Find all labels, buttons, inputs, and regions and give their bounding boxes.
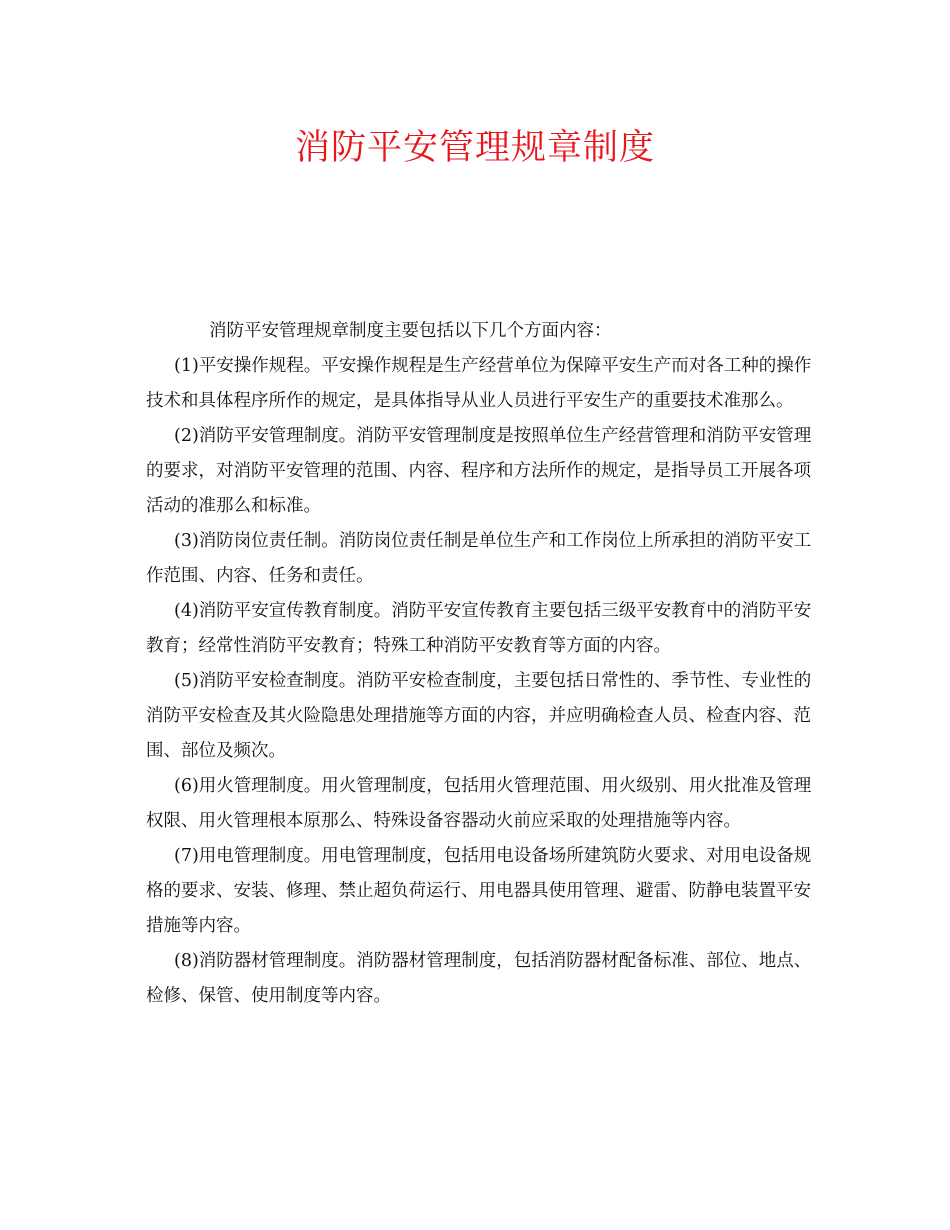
item-4-safety-education: (4)消防平安宣传教育制度。消防平安宣传教育主要包括三级平安教育中的消防平安教育；经常性消防平安教育；特殊工种消防平安教育等方面的内容。 <box>146 601 812 656</box>
item-3-post-responsibility: (3)消防岗位责任制。消防岗位责任制是单位生产和工作岗位上所承担的消防平安工作范围、内容、任务和责任。 <box>146 531 812 586</box>
item-1-safety-operation-rules: (1)平安操作规程。平安操作规程是生产经营单位为保障平安生产而对各工种的操作技术和具体程序所作的规定，是具体指导从业人员进行平安生产的重要技术准那么。 <box>146 356 812 411</box>
item-7-electricity-management: (7)用电管理制度。用电管理制度，包括用电设备场所建筑防火要求、对用电设备规格的要求、安装、修理、禁止超负荷运行、用电器具使用管理、避雷、防静电装置平安措施等内容。 <box>146 846 812 936</box>
item-6-fire-use-management: (6)用火管理制度。用火管理制度，包括用火管理范围、用火级别、用火批准及管理权限、用火管理根本原那么、特殊设备容器动火前应采取的处理措施等内容。 <box>146 776 812 831</box>
item-2-fire-safety-management: (2)消防平安管理制度。消防平安管理制度是按照单位生产经营管理和消防平安管理的要求，对消防平安管理的范围、内容、程序和方法所作的规定，是指导员工开展各项活动的准那么和标准。 <box>146 426 812 516</box>
item-5-safety-inspection: (5)消防平安检查制度。消防平安检查制度，主要包括日常性的、季节性、专业性的消防平安检查及其火险隐患处理措施等方面的内容，并应明确检查人员、检查内容、范围、部位及频次。 <box>146 671 812 761</box>
document-body <box>146 314 816 1014</box>
item-8-fire-equipment-management: (8)消防器材管理制度。消防器材管理制度，包括消防器材配备标准、部位、地点、检修、保管、使用制度等内容。 <box>146 951 812 1006</box>
intro-paragraph: 消防平安管理规章制度主要包括以下几个方面内容： <box>209 321 612 341</box>
document-title: 消防平安管理规章制度 <box>294 128 655 168</box>
